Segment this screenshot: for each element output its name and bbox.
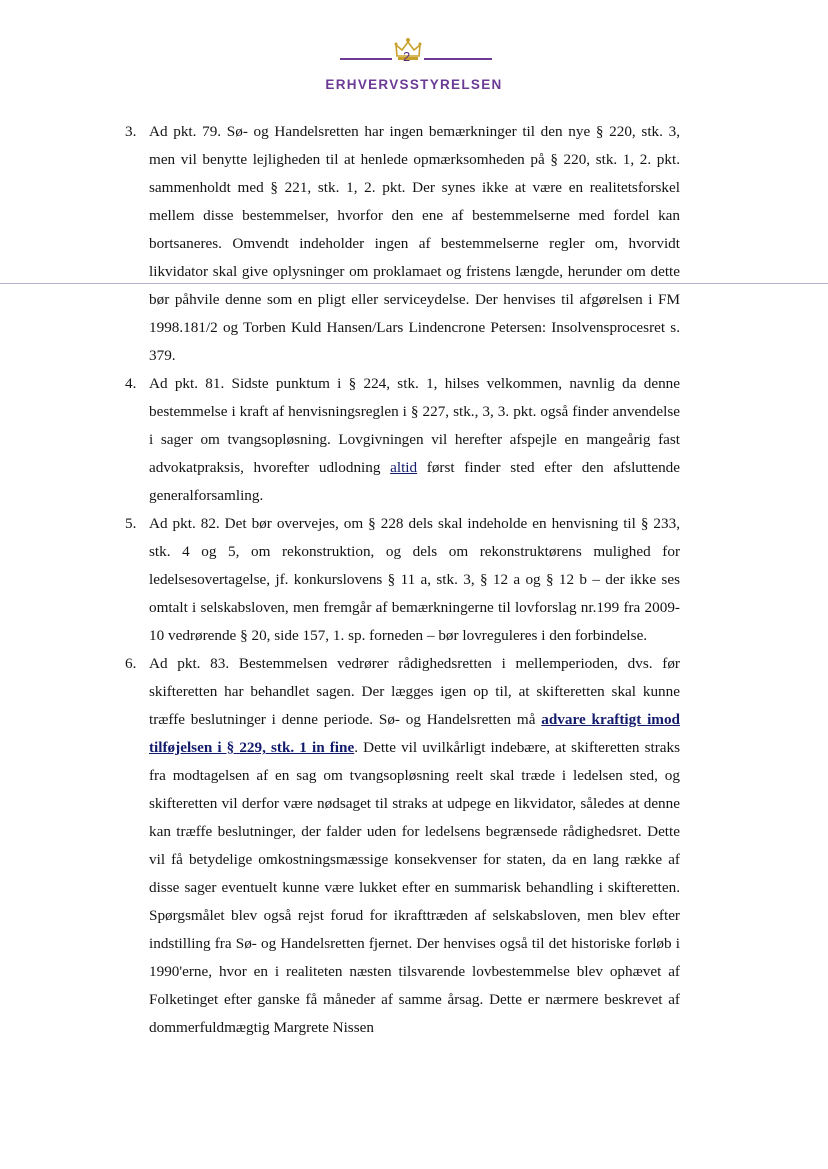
page-number: 2 — [403, 49, 411, 64]
document-body — [0, 118, 828, 1042]
list-item — [125, 510, 680, 650]
item-number: 6. — [125, 655, 137, 672]
item-text: Ad pkt. 82. Det bør overvejes, om § 228 dels skal indeholde en henvisning til § 233, stk. 4 og 5, om rekonstruktion, og dels om rekonstruktørens mulighed for ledelsesovertagelse, jf. konkurslovens § 11 a, stk. 3, § 12 a og § 12 b – der ikke ses omtalt i selskabsloven, men fremgår af bemærkningerne til lovforslag nr.199 fra 2009-10 vedrørende § 20, side 157, 1. sp. forneden – bør lovreguleres i den forbindelse. — [149, 515, 680, 644]
item-number: 3. — [125, 123, 137, 140]
list-item — [125, 650, 681, 1042]
item-text-after: først finder sted efter den afsluttende generalforsamling. — [149, 459, 680, 504]
item-text-before: Ad pkt. 83. Bestemmelsen vedrører rådighedsretten i mellemperioden, dvs. før skifteretten har behandlet sagen. Der lægges igen op til, at skifteretten skal kunne træffe beslutninger i denne periode. Sø- og Handelsretten må — [149, 655, 680, 728]
letterhead — [0, 22, 828, 102]
agency-name: ERHVERVSSTYRELSEN — [325, 77, 503, 92]
underlined-word: altid — [390, 459, 418, 476]
item-text: Ad pkt. 79. Sø- og Handelsretten har ingen bemærkninger til den nye § 220, stk. 3, men vil benytte lejligheden til at henlede opmærksomheden på § 220, stk. 1, 2. pkt. sammenholdt med § 221, stk. 1, 2. pkt. Der synes ikke at være en realitetsforskel mellem disse bestemmelser, hvorfor den ene af bestemmelserne med fordel kan bortsaneres. Omvendt indeholder ingen af bestemmelserne regler om, hvorvidt likvidator skal give oplysninger om proklamaet og fristens længde, herunder om dette bør påhvile denne som en pligt eller serviceydelse. Der henvises til afgørelsen i FM 1998.181/2 og Torben Kuld Hansen/Lars Lindencrone Petersen: Insolvensprocesret s. 379. — [149, 123, 680, 364]
item-text-before: Ad pkt. 81. Sidste punktum i § 224, stk. 1, hilses velkommen, navnlig da denne bestemmelse i kraft af henvisningsreglen i § 227, stk., 3, 3. pkt. også finder anvendelse i sager om tvangsopløsning. Lovgivningen vil herefter afspejle en mangeårig fast advokatpraksis, hvorefter udlodning — [149, 375, 680, 476]
list-item — [125, 118, 680, 370]
item-number: 5. — [125, 515, 137, 532]
item-text-after: . Dette vil uvilkårligt indebære, at skifteretten straks fra modtagelsen af en sag om tvangsopløsning reelt skal træde i ledelsen sted, og skifteretten vil derfor være nødsaget til straks at udpege en likvidator, således at denne kan træffe beslutninger, der falder uden for ledelsens begrænsede rådighedsret. Dette vil få betydelige omkostningsmæssige konsekvenser for staten, da en lang række af disse sager eventuelt kunne være lukket efter en summarisk behandling i skifteretten. Spørgsmålet blev også rejst forud for ikrafttræden af selskabsloven, men blev efter indstilling fra Sø- og Handelsretten fjernet. Der henvises også til det historiske forløb i 1990'erne, hvor en i realiteten næsten tilsvarende lovbestemmelse blev ophævet af Folketinget efter ganske få måneder af samme årsag. Dette er nærmere beskrevet af dommerfuldmægtig Margrete Nissen — [149, 739, 681, 1036]
letterhead-rule-left — [340, 58, 392, 60]
item-number: 4. — [125, 375, 137, 392]
list-item — [125, 370, 680, 510]
letterhead-rule-right — [424, 58, 492, 60]
emphasized-warning: advare kraftigt imod tilføjelsen i § 229, stk. 1 in fine — [149, 711, 680, 756]
